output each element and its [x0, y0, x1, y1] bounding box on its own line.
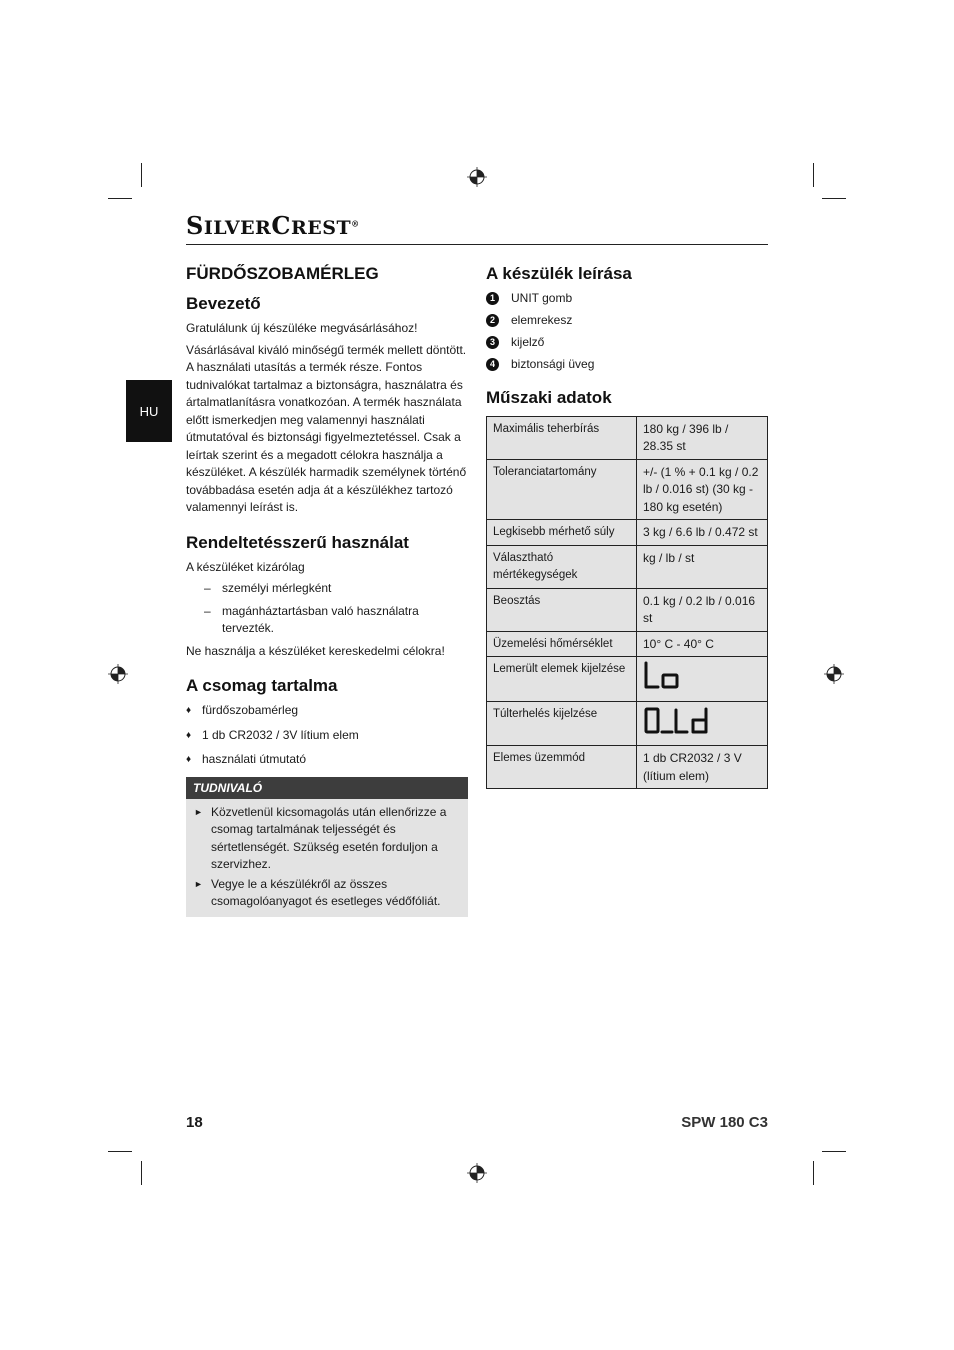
spec-key: Toleranciatartomány [487, 459, 637, 520]
intro-heading: Bevezető [186, 294, 261, 313]
spec-value: +/- (1 % + 0.1 kg / 0.2 lb / 0.016 st) (30 kg - 180 kg esetén) [637, 459, 768, 520]
usage-list [186, 580, 468, 638]
spec-value: 180 kg / 396 lb / 28.35 st [637, 416, 768, 459]
number-badge-icon: 1 [486, 292, 499, 305]
diamond-bullet-icon: ♦ [186, 729, 192, 741]
number-badge-icon: 4 [486, 358, 499, 371]
spec-value: kg / lb / st [637, 545, 768, 588]
crop-mark [141, 1161, 142, 1185]
table-row [487, 416, 768, 459]
notice-heading: TUDNIVALÓ [186, 777, 468, 799]
spec-key: Választható mértékegységek [487, 545, 637, 588]
spec-value-display [637, 657, 768, 702]
list-item: ♦ 1 db CR2032 / 3V lítium elem [186, 727, 468, 745]
table-row [487, 657, 768, 702]
spec-value: 0.1 kg / 0.2 lb / 0.016 st [637, 588, 768, 631]
list-item: – magánháztartásban való használatra tervezték. [204, 603, 419, 635]
intro-paragraph: Vásárlásával kiváló minőségű termék mellett döntött. A használati utasítás a termék része. Fontos tudnivalókat tartalmaz a biztonságra, használatra és ártalmatlanításra vonatkozóan. A termék használata előtt ismerkedjen meg valamennyi használati útmutatóval és biztonsági figyelmeztetéssel. Csak a leírtak szerint és a megadott célokra használja a készüléket. A készülék harmadik személynek történő továbbadása esetén adja át a készülékhez tartozó valamennyi leírást is. [186, 342, 467, 514]
crop-mark [822, 1151, 846, 1152]
language-tab: HU [126, 380, 172, 442]
list-item: 4 biztonsági üveg [486, 356, 768, 374]
list-item: 2 elemrekesz [486, 312, 768, 330]
registration-mark-icon [467, 1163, 487, 1183]
table-row [487, 588, 768, 631]
intro-paragraph: Gratulálunk új készüléke megvásárlásához! [186, 321, 418, 335]
spec-value: 3 kg / 6.6 lb / 0.472 st [637, 520, 768, 546]
spec-key: Túlterhelés kijelzése [487, 701, 637, 746]
spec-key: Beosztás [487, 588, 637, 631]
spec-value: 1 db CR2032 / 3 V (lítium elem) [637, 746, 768, 789]
spec-key: Üzemelési hőmérséklet [487, 631, 637, 657]
arrow-bullet-icon: ► [194, 878, 203, 889]
package-heading: A csomag tartalma [186, 676, 338, 695]
left-column [186, 260, 468, 917]
notice-item: ► Közvetlenül kicsomagolás után ellenőrizze a csomag tartalmának teljességét és sértetlenségét. Szükség esetén forduljon a szervizhez. [194, 804, 447, 871]
right-column [486, 260, 768, 789]
brand-logo: SILVERCREST® [186, 211, 360, 240]
package-list [186, 702, 468, 769]
spec-key: Lemerült elemek kijelzése [487, 657, 637, 702]
specs-table [486, 416, 768, 790]
list-item: – személyi mérlegként [204, 581, 332, 595]
spec-key: Elemes üzemmód [487, 746, 637, 789]
diamond-bullet-icon: ♦ [186, 705, 192, 716]
diamond-bullet-icon: ♦ [186, 754, 192, 765]
notice-box [186, 777, 468, 917]
spec-value: 10° C - 40° C [637, 631, 768, 657]
registration-mark-icon [824, 664, 844, 684]
table-row [487, 746, 768, 789]
page-title: FÜRDŐSZOBAMÉRLEG [186, 264, 379, 283]
lcd-lo-display-icon [643, 660, 683, 692]
number-badge-icon: 2 [486, 314, 499, 327]
table-row [487, 545, 768, 588]
crop-mark [108, 1151, 132, 1152]
lcd-overload-display-icon [643, 705, 713, 737]
description-list [486, 290, 768, 374]
table-row [487, 459, 768, 520]
header-rule [186, 244, 768, 245]
table-row [487, 631, 768, 657]
crop-mark [813, 163, 814, 187]
notice-item: ► Vegye le a készülékről az összes csomagolóanyagot és esetleges védőfóliát. [194, 876, 441, 908]
model-number: SPW 180 C3 [681, 1114, 768, 1131]
specs-heading: Műszaki adatok [486, 387, 612, 407]
usage-lead: A készüléket kizárólag [186, 559, 305, 574]
list-item: 1 UNIT gomb [486, 290, 768, 308]
number-badge-icon: 3 [486, 336, 499, 349]
table-row [487, 520, 768, 546]
spec-value-display [637, 701, 768, 746]
crop-mark [822, 198, 846, 199]
list-item: 3 kijelző [486, 334, 768, 352]
crop-mark [141, 163, 142, 187]
usage-closing: Ne használja a készüléket kereskedelmi célokra! [186, 643, 445, 658]
crop-mark [813, 1161, 814, 1185]
registration-mark-icon [467, 167, 487, 187]
table-row [487, 701, 768, 746]
arrow-bullet-icon: ► [194, 806, 203, 817]
spec-key: Maximális teherbírás [487, 416, 637, 459]
registration-mark-icon [108, 664, 128, 684]
list-item: ♦ fürdőszobamérleg [186, 702, 468, 720]
spec-key: Legkisebb mérhető súly [487, 520, 637, 546]
list-item: ♦ használati útmutató [186, 751, 468, 769]
usage-heading: Rendeltetésszerű használat [186, 532, 409, 552]
crop-mark [108, 198, 132, 199]
description-heading: A készülék leírása [486, 264, 632, 283]
page-number: 18 [186, 1114, 203, 1131]
